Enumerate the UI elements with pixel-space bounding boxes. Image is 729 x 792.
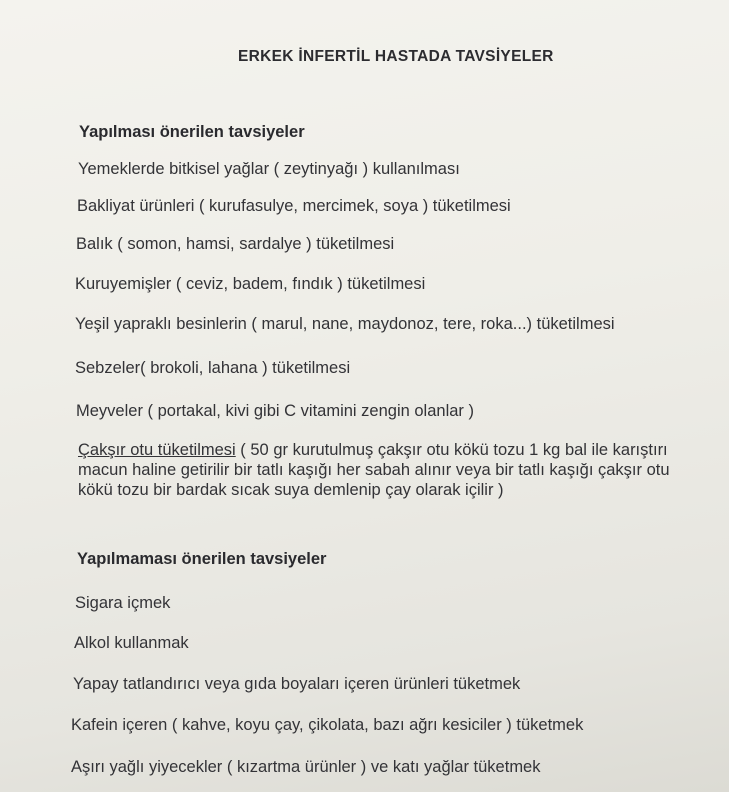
recommended-heading: Yapılması önerilen tavsiyeler (79, 123, 305, 141)
not-recommended-item-3: Yapay tatlandırıcı veya gıda boyaları içeren ürünleri tüketmek (73, 675, 521, 693)
recommended-item-2: Bakliyat ürünleri ( kurufasulye, mercimek, soya ) tüketilmesi (77, 197, 511, 215)
not-recommended-heading: Yapılmaması önerilen tavsiyeler (77, 550, 327, 568)
not-recommended-item-4: Kafein içeren ( kahve, koyu çay, çikolata, bazı ağrı kesiciler ) tüketmek (71, 716, 584, 734)
recommended-item-1: Yemeklerde bitkisel yağlar ( zeytinyağı ) kullanılması (78, 160, 460, 178)
not-recommended-item-2: Alkol kullanmak (74, 634, 189, 652)
recommended-item-7: Meyveler ( portakal, kivi gibi C vitamini zengin olanlar ) (76, 402, 474, 420)
not-recommended-item-5: Aşırı yağlı yiyecekler ( kızartma ürünler ) ve katı yağlar tüketmek (71, 758, 541, 776)
paragraph-line-3: kökü tozu bir bardak sıcak suya demlenip çay olarak içilir ) (78, 481, 504, 499)
recommended-item-5: Yeşil yapraklı besinlerin ( marul, nane, maydonoz, tere, roka...) tüketilmesi (75, 315, 615, 333)
paragraph-line-1-rest: ( 50 gr kurutulmuş çakşır otu kökü tozu 1 kg bal ile karıştırı (235, 441, 668, 459)
cakşir-otu-paragraph (78, 440, 729, 500)
cakşir-otu-underlined: Çakşır otu tüketilmesi (78, 441, 236, 459)
paragraph-line-2: macun haline getirilir bir tatlı kaşığı her sabah alınır veya bir tatlı kaşığı çakşır otu (78, 461, 670, 479)
recommended-item-3: Balık ( somon, hamsi, sardalye ) tüketilmesi (76, 235, 395, 253)
paragraph-line-1 (78, 440, 729, 460)
recommended-item-4: Kuruyemişler ( ceviz, badem, fındık ) tüketilmesi (75, 275, 426, 293)
recommended-item-6: Sebzeler( brokoli, lahana ) tüketilmesi (75, 359, 351, 377)
not-recommended-item-1: Sigara içmek (75, 594, 171, 612)
document-title: ERKEK İNFERTİL HASTADA TAVSİYELER (238, 48, 554, 65)
